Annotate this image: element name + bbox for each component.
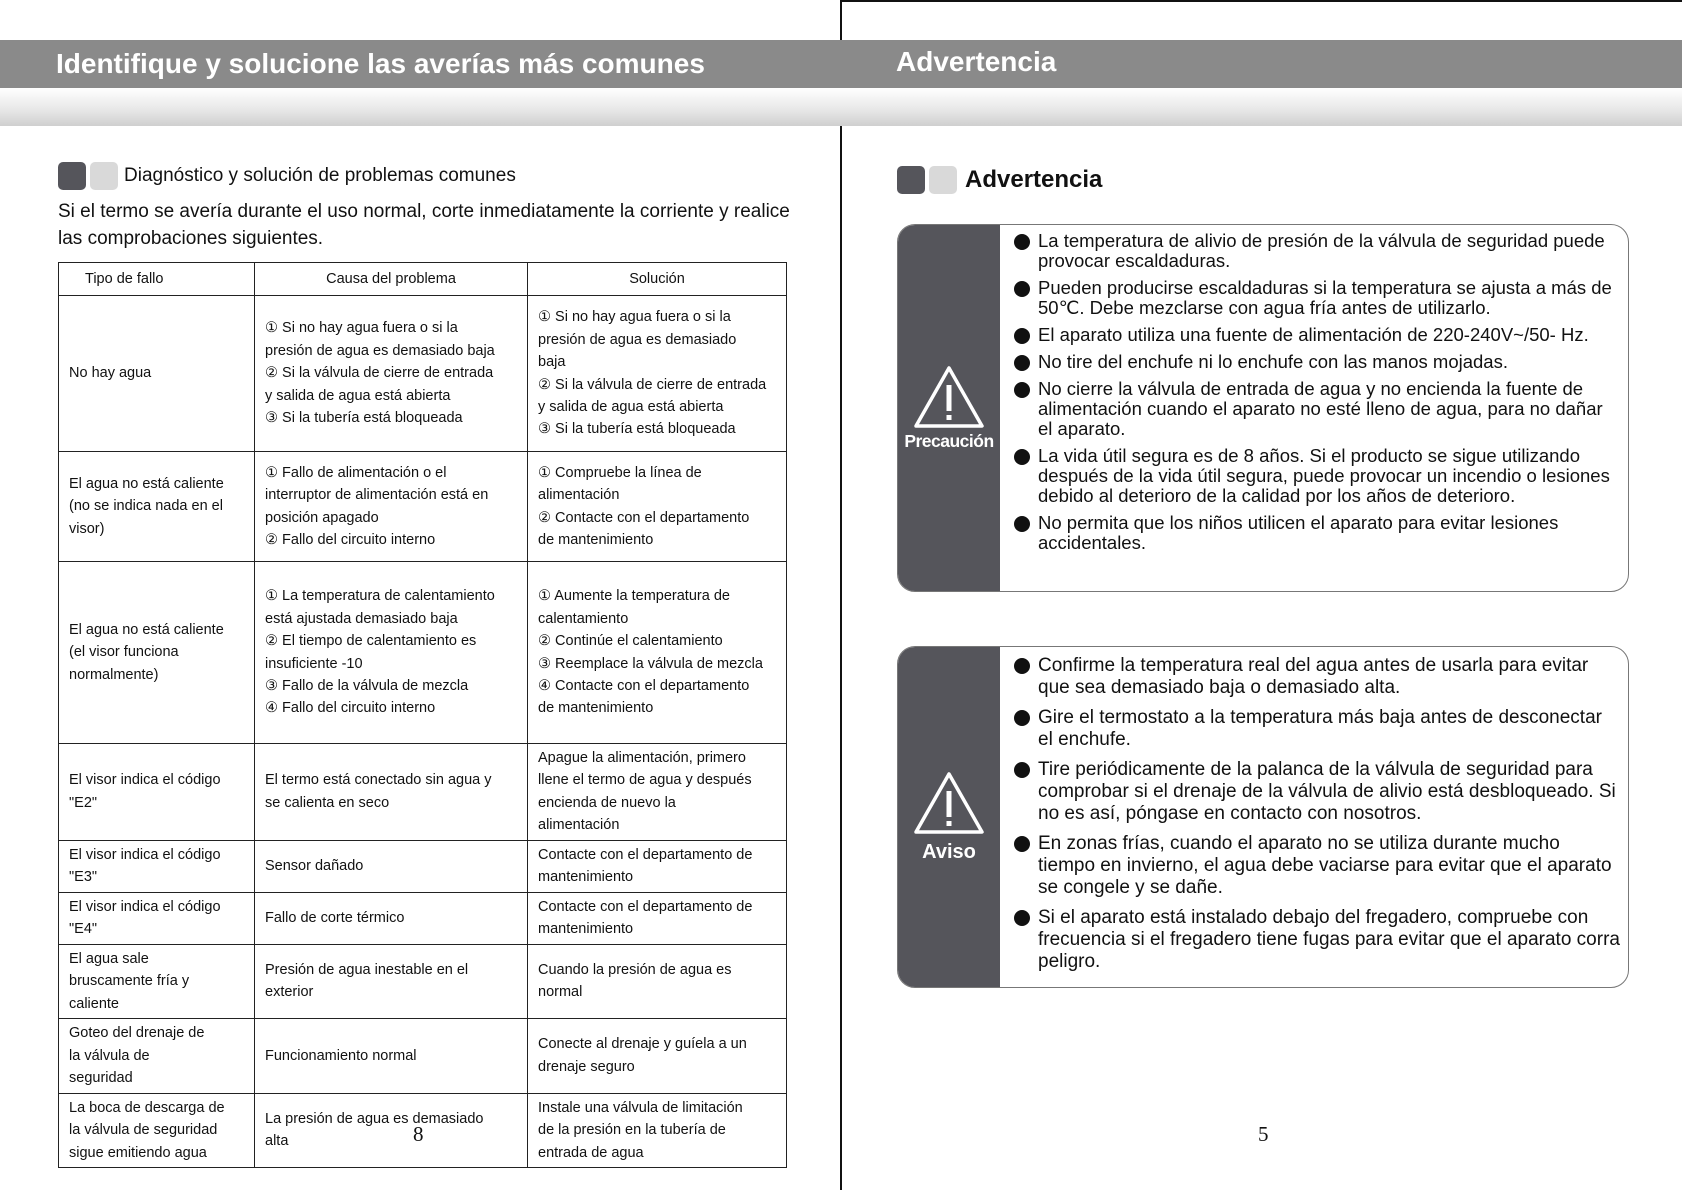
solution-line: Apague la alimentación, primero [538,750,746,766]
table-cell-fault [59,892,255,944]
solution-line: y salida de agua está abierta [538,398,724,415]
solution-line: ① Aumente la temperatura de [538,588,730,605]
warning-heading [897,166,1102,194]
precaucion-box [897,224,1629,592]
table-cell-solution [528,296,787,452]
table-cell-solution [528,944,787,1018]
warning-triangle-icon [913,365,985,429]
precaucion-list [1014,231,1622,560]
diagnosis-heading [58,162,516,190]
cause-line: ① La temperatura de calentamiento [265,588,495,605]
fault-line: El agua no está caliente [69,621,224,638]
solution-line: de la presión en la tubería de [538,1122,726,1139]
table-cell-fault [59,744,255,841]
cause-line: Fallo de corte térmico [265,910,405,927]
solution-line: alimentación [538,487,620,504]
table-row [59,1019,787,1093]
table-cell-fault [59,296,255,452]
warning-item-text: Pueden producirse escaldaduras si la temperatura se ajusta a más de 50℃. Debe mezclarse con agua fría antes de utilizarlo. [1038,277,1612,318]
solution-line: presión de agua es demasiado [538,331,737,348]
cause-line: ① Si no hay agua fuera o si la [265,320,458,337]
cause-line: La presión de agua es demasiado [265,1110,484,1127]
header-solution: Solución [528,263,787,296]
table-cell-solution [528,840,787,892]
table-cell-cause [255,562,528,744]
aviso-box [897,646,1629,988]
warning-triangle-icon [913,771,985,835]
warning-list-item [1014,379,1622,439]
table-cell-solution [528,892,787,944]
page-number-left: 8 [413,1122,424,1146]
cause-line: Sensor dañado [265,858,364,875]
warning-list-item [1014,907,1622,973]
cause-line: ① Fallo de alimentación o el [265,464,447,481]
table-row [59,296,787,452]
solution-line: ② Contacte con el departamento [538,509,750,526]
fault-line: El agua no está caliente [69,475,224,492]
bullet-icon [1014,328,1030,344]
bullet-icon [1014,836,1030,852]
fault-line: bruscamente fría y [69,973,190,990]
table-row [59,840,787,892]
warning-list-item [1014,833,1622,899]
fault-line: "E3" [69,869,98,886]
bullet-icon [1014,762,1030,778]
fault-line: La boca de descarga de [69,1099,225,1116]
cause-line: Presión de agua inestable en el [265,961,469,978]
solution-line: alimentación [538,817,620,834]
warning-list-item [1014,513,1622,553]
solution-line: ① Compruebe la línea de [538,464,702,481]
solution-line: Cuando la presión de agua es [538,961,732,978]
troubleshooting-table [58,262,787,1168]
warning-list-item [1014,655,1622,699]
aviso-list [1014,655,1622,981]
table-cell-cause [255,744,528,841]
cause-line: ③ Fallo de la válvula de mezcla [265,677,469,694]
warning-item-text: No permita que los niños utilicen el aparato para evitar lesiones accidentales. [1038,512,1559,553]
left-header-title: Identifique y solucione las averías más comunes [56,48,705,79]
dark-square-icon [897,166,925,194]
cause-line: ③ Si la tubería está bloqueada [265,410,463,427]
cause-line: presión de agua es demasiado baja [265,342,495,359]
fault-line: El visor indica el código [69,772,221,789]
table-row [59,744,787,841]
warning-list-item [1014,759,1622,825]
fault-line: El visor indica el código [69,898,221,915]
header-fault-type: Tipo de fallo [59,263,255,296]
solution-line: ③ Si la tubería está bloqueada [538,421,736,438]
warning-item-text: Si el aparato está instalado debajo del fregadero, compruebe con frecuencia si el fregadero tiene fugas para evitar que el aparato corra peligro. [1038,907,1620,972]
fault-line: la válvula de seguridad [69,1122,218,1139]
precaucion-label: Precaución [904,430,994,451]
table-row [59,944,787,1018]
light-square-icon [929,166,957,194]
solution-line: drenaje seguro [538,1058,635,1075]
solution-line: de mantenimiento [538,531,654,548]
bullet-icon [1014,516,1030,532]
warning-list-item [1014,707,1622,751]
table-row [59,562,787,744]
table-cell-solution [528,1019,787,1093]
warning-item-text: No tire del enchufe ni lo enchufe con las manos mojadas. [1038,351,1508,372]
solution-line: calentamiento [538,610,629,627]
solution-line: ④ Contacte con el departamento [538,677,750,694]
fault-line: (no se indica nada en el [69,498,223,515]
fault-line: No hay agua [69,365,152,382]
warning-list-item [1014,352,1622,372]
warning-item-text: La temperatura de alivio de presión de la válvula de seguridad puede provocar escaldaduras. [1038,230,1605,271]
solution-line: ③ Reemplace la válvula de mezcla [538,655,763,672]
fault-line: (el visor funciona [69,644,179,661]
warning-heading-text: Advertencia [965,166,1103,193]
bullet-icon [1014,382,1030,398]
intro-paragraph: Si el termo se avería durante el uso normal, corte inmediatamente la corriente y realice las comprobaciones siguientes. [58,201,790,249]
cause-line: Funcionamiento normal [265,1047,417,1064]
table-cell-cause [255,296,528,452]
bullet-icon [1014,449,1030,465]
solution-line: ② Si la válvula de cierre de entrada [538,376,767,393]
solution-line: normal [538,984,583,1001]
solution-line: mantenimiento [538,921,634,938]
solution-line: Instale una válvula de limitación [538,1099,743,1116]
fault-line: la válvula de [69,1047,150,1064]
table-cell-cause [255,1019,528,1093]
solution-line: Contacte con el departamento de [538,898,753,915]
table-row [59,452,787,562]
fault-line: seguridad [69,1070,133,1087]
table-cell-cause [255,1093,528,1167]
bullet-icon [1014,281,1030,297]
solution-line: Contacte con el departamento de [538,846,753,863]
fault-line: normalmente) [69,666,159,683]
table-cell-cause [255,452,528,562]
cause-line: posición apagado [265,509,379,526]
right-header-title: Advertencia [896,46,1057,77]
solution-line: de mantenimiento [538,700,654,717]
table-cell-fault [59,1093,255,1167]
table-body [59,296,787,1168]
solution-line: entrada de agua [538,1144,644,1161]
warning-item-text: Confirme la temperatura real del agua antes de usarla para evitar que sea demasiado baja o demasiado alta. [1038,655,1589,698]
left-header-band [0,40,840,88]
cause-line: interruptor de alimentación está en [265,487,489,504]
table-cell-solution [528,452,787,562]
solution-line: encienda de nuevo la [538,794,676,811]
bullet-icon [1014,910,1030,926]
table-row [59,892,787,944]
page-number-right: 5 [1258,1122,1269,1146]
cause-line: exterior [265,984,314,1001]
cause-line: está ajustada demasiado baja [265,610,458,627]
warning-item-text: Gire el termostato a la temperatura más baja antes de desconectar el enchufe. [1038,707,1602,750]
fault-line: visor) [69,520,105,537]
solution-line: llene el termo de agua y después [538,772,752,789]
table-cell-fault [59,840,255,892]
table-cell-cause [255,892,528,944]
dark-square-icon [58,162,86,190]
table-cell-solution [528,562,787,744]
warning-list-item [1014,278,1622,318]
table-cell-fault [59,562,255,744]
bullet-icon [1014,710,1030,726]
light-square-icon [90,162,118,190]
warning-item-text: No cierre la válvula de entrada de agua y no encienda la fuente de alimentación cuando el aparato no esté lleno de agua, para no dañar el aparato. [1038,378,1603,439]
fault-line: sigue emitiendo agua [69,1144,207,1161]
header-cause: Causa del problema [255,263,528,296]
left-header-shadow [0,88,840,126]
warning-item-text: El aparato utiliza una fuente de alimentación de 220-240V~/50- Hz. [1038,324,1589,345]
fault-line: Goteo del drenaje de [69,1025,205,1042]
cause-line: El termo está conectado sin agua y [265,772,492,789]
bullet-icon [1014,355,1030,371]
cause-line: ② El tiempo de calentamiento es [265,633,477,650]
fault-line: "E2" [69,794,98,811]
cause-line: ④ Fallo del circuito interno [265,700,436,717]
cause-line: y salida de agua está abierta [265,387,451,404]
left-page [0,0,840,1190]
fault-line: El visor indica el código [69,846,221,863]
right-page [840,0,1682,1190]
fault-line: El agua sale [69,950,149,967]
fault-line: caliente [69,995,119,1012]
cause-line: se calienta en seco [265,794,390,811]
warning-item-text: Tire periódicamente de la palanca de la válvula de seguridad para comprobar si el drenaje de la válvula de alivio está desbloqueado. Si no es así, póngase en contacto con nosotros. [1038,759,1616,824]
solution-line: ② Continúe el calentamiento [538,633,723,650]
bullet-icon [1014,234,1030,250]
fault-line: "E4" [69,921,98,938]
table-cell-fault [59,452,255,562]
table-cell-fault [59,944,255,1018]
table-header-row [59,263,787,296]
solution-line: baja [538,354,566,371]
cause-line: insuficiente -10 [265,655,363,672]
table-cell-cause [255,840,528,892]
table-cell-solution [528,1093,787,1167]
table-cell-fault [59,1019,255,1093]
right-header-band [840,40,1682,88]
warning-list-item [1014,446,1622,506]
solution-line: mantenimiento [538,869,634,886]
warning-item-text: La vida útil segura es de 8 años. Si el producto se sigue utilizando después de la vida útil segura, puede provocar un incendio o lesiones debido al deterioro de la calidad por los años de deterioro. [1038,445,1610,506]
diagnosis-heading-text: Diagnóstico y solución de problemas comunes [124,165,516,186]
solution-line: Conecte al drenaje y guíela a un [538,1036,747,1053]
bullet-icon [1014,658,1030,674]
warning-list-item [1014,325,1622,345]
precaucion-side-panel [898,225,1000,591]
cause-line: alta [265,1133,289,1150]
table-cell-cause [255,944,528,1018]
right-header-shadow [840,88,1682,126]
aviso-label: Aviso [922,840,976,863]
warning-item-text: En zonas frías, cuando el aparato no se utiliza durante mucho tiempo en invierno, el agua debe vaciarse para evitar que el aparato se congele y se dañe. [1038,833,1612,898]
solution-line: ① Si no hay agua fuera o si la [538,309,731,326]
table-cell-solution [528,744,787,841]
aviso-side-panel [898,647,1000,987]
cause-line: ② Fallo del circuito interno [265,531,436,548]
cause-line: ② Si la válvula de cierre de entrada [265,365,494,382]
warning-list-item [1014,231,1622,271]
